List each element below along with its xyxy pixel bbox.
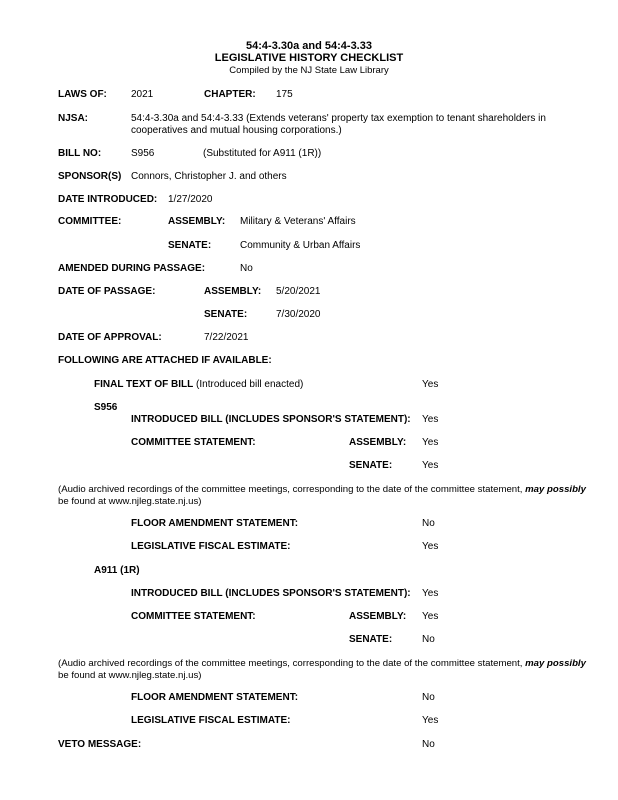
a911-audio-note-line1: (Audio archived recordings of the committee meetings, corresponding to the date of the committee statement, may possibly bbox=[58, 658, 586, 669]
sponsors-value: Connors, Christopher J. and others bbox=[131, 171, 287, 182]
amended-value: No bbox=[240, 263, 253, 274]
final-text-label: FINAL TEXT OF BILL bbox=[94, 379, 194, 390]
a911-committee-label: COMMITTEE STATEMENT: bbox=[131, 611, 256, 622]
chapter-label: CHAPTER: bbox=[204, 89, 256, 100]
committee-label: COMMITTEE: bbox=[58, 216, 122, 227]
passage-assembly-label: ASSEMBLY: bbox=[204, 286, 262, 297]
date-introduced-value: 1/27/2020 bbox=[168, 194, 213, 205]
s956-senate-value: Yes bbox=[422, 460, 439, 471]
s956-audio-note-line2: be found at www.njleg.state.nj.us) bbox=[58, 496, 202, 507]
document-title-line2: LEGISLATIVE HISTORY CHECKLIST bbox=[214, 52, 404, 64]
a911-introduced-value: Yes bbox=[422, 588, 439, 599]
bill-no-label: BILL NO: bbox=[58, 148, 102, 159]
a911-senate-label: SENATE: bbox=[349, 634, 393, 645]
njsa-value: 54:4-3.30a and 54:4-3.33 (Extends veterans' property tax exemption to tenant shareholders in cooperatives and mutual housing corporations.) bbox=[131, 113, 546, 136]
date-of-passage-label: DATE OF PASSAGE: bbox=[58, 286, 156, 297]
committee-assembly-label: ASSEMBLY: bbox=[168, 216, 226, 227]
final-text-note: (Introduced bill enacted) bbox=[196, 379, 304, 390]
s956-floor-value: No bbox=[422, 518, 435, 529]
a911-floor-label: FLOOR AMENDMENT STATEMENT: bbox=[131, 692, 299, 703]
a911-fiscal-value: Yes bbox=[422, 715, 439, 726]
s956-floor-label: FLOOR AMENDMENT STATEMENT: bbox=[131, 518, 299, 529]
a911-assembly-value: Yes bbox=[422, 611, 439, 622]
a911-audio-emphasis: may possibly bbox=[525, 658, 586, 669]
date-introduced-label: DATE INTRODUCED: bbox=[58, 194, 158, 205]
a911-assembly-label: ASSEMBLY: bbox=[349, 611, 407, 622]
passage-senate-label: SENATE: bbox=[204, 309, 248, 320]
final-text-row bbox=[94, 379, 303, 391]
s956-heading: S956 bbox=[94, 402, 118, 413]
s956-introduced-value: Yes bbox=[422, 414, 439, 425]
document-title-line1: 54:4-3.30a and 54:4-3.33 bbox=[246, 40, 372, 52]
s956-assembly-value: Yes bbox=[422, 437, 439, 448]
date-of-approval-value: 7/22/2021 bbox=[204, 332, 249, 343]
date-of-approval-label: DATE OF APPROVAL: bbox=[58, 332, 162, 343]
bill-no-value: S956 bbox=[131, 148, 155, 159]
a911-fiscal-label: LEGISLATIVE FISCAL ESTIMATE: bbox=[131, 715, 291, 726]
bill-substituted-note: (Substituted for A911 (1R)) bbox=[203, 148, 322, 159]
s956-fiscal-label: LEGISLATIVE FISCAL ESTIMATE: bbox=[131, 541, 291, 552]
njsa-label: NJSA: bbox=[58, 113, 89, 124]
passage-assembly-value: 5/20/2021 bbox=[276, 286, 321, 297]
s956-assembly-label: ASSEMBLY: bbox=[349, 437, 407, 448]
chapter-value: 175 bbox=[276, 89, 293, 100]
a911-heading: A911 (1R) bbox=[94, 565, 140, 576]
s956-fiscal-value: Yes bbox=[422, 541, 439, 552]
sponsors-label: SPONSOR(S) bbox=[58, 171, 122, 182]
committee-assembly-value: Military & Veterans' Affairs bbox=[240, 216, 356, 227]
s956-audio-note-line1: (Audio archived recordings of the committee meetings, corresponding to the date of the committee statement, may possibly bbox=[58, 484, 586, 495]
veto-message-value: No bbox=[422, 739, 435, 750]
attachments-heading: FOLLOWING ARE ATTACHED IF AVAILABLE: bbox=[58, 355, 272, 366]
amended-label: AMENDED DURING PASSAGE: bbox=[58, 263, 206, 274]
passage-senate-value: 7/30/2020 bbox=[276, 309, 321, 320]
s956-introduced-label: INTRODUCED BILL (INCLUDES SPONSOR'S STATEMENT): bbox=[131, 414, 411, 425]
a911-floor-value: No bbox=[422, 692, 435, 703]
veto-message-label: VETO MESSAGE: bbox=[58, 739, 142, 750]
document-subtitle: Compiled by the NJ State Law Library bbox=[229, 65, 389, 76]
s956-audio-emphasis: may possibly bbox=[525, 484, 586, 495]
s956-senate-label: SENATE: bbox=[349, 460, 393, 471]
laws-of-value: 2021 bbox=[131, 89, 154, 100]
a911-senate-value: No bbox=[422, 634, 435, 645]
final-text-value: Yes bbox=[422, 379, 439, 390]
committee-senate-value: Community & Urban Affairs bbox=[240, 240, 361, 251]
a911-introduced-label: INTRODUCED BILL (INCLUDES SPONSOR'S STATEMENT): bbox=[131, 588, 411, 599]
committee-senate-label: SENATE: bbox=[168, 240, 212, 251]
a911-audio-note-line2: be found at www.njleg.state.nj.us) bbox=[58, 670, 202, 681]
s956-committee-label: COMMITTEE STATEMENT: bbox=[131, 437, 256, 448]
laws-of-label: LAWS OF: bbox=[58, 89, 107, 100]
